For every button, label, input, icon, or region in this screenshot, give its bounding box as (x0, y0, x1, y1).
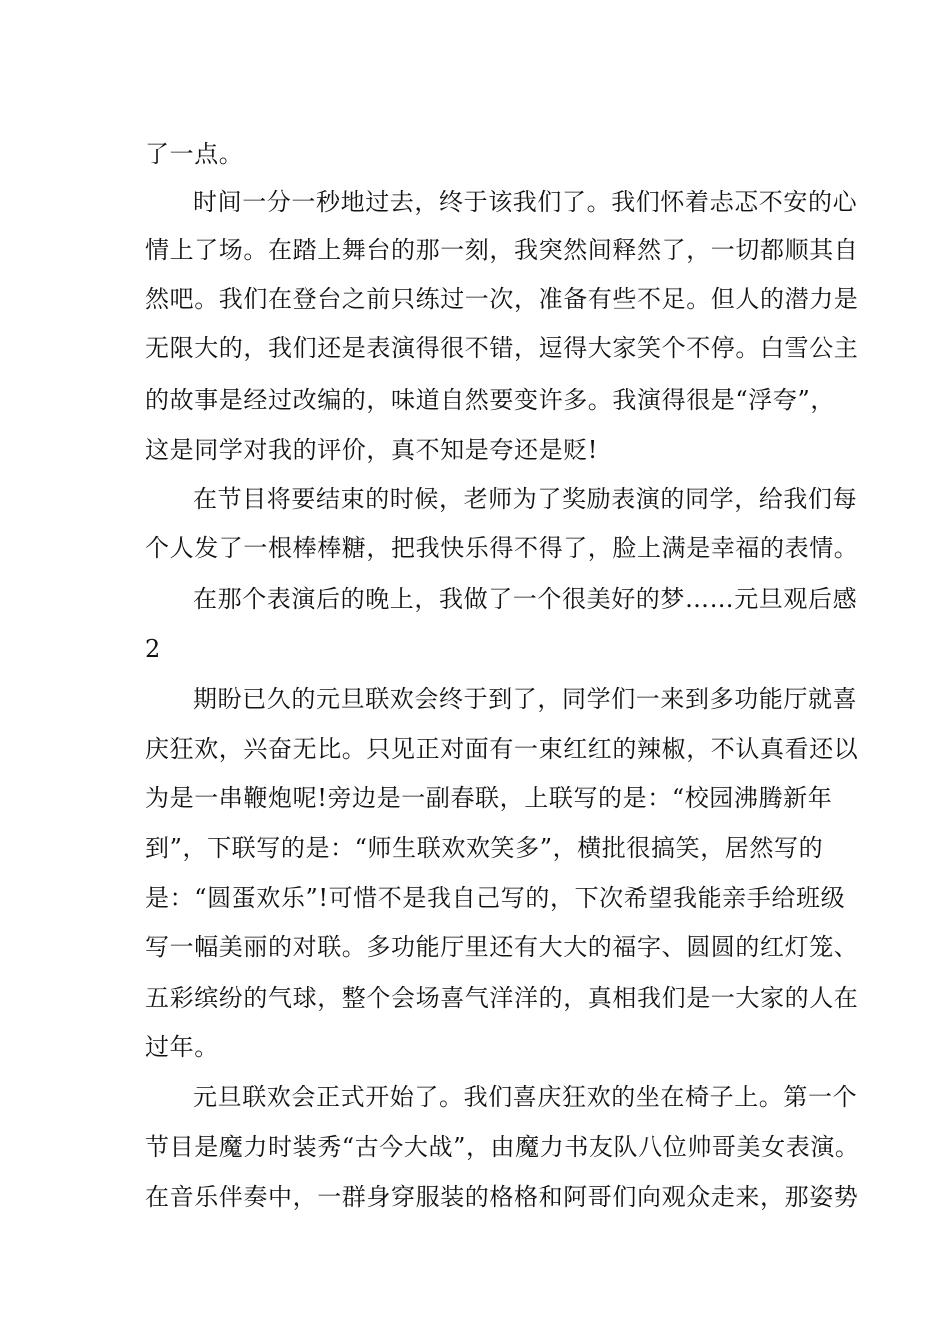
text-line: 到”，下联写的是：“师生联欢欢笑多”，横批很搞笑，居然写的 (145, 834, 824, 862)
text-line: 无限大的，我们还是表演得很不错，逗得大家笑个不停。白雪公主 (145, 334, 859, 362)
text-line: 为是一串鞭炮呢!旁边是一副春联，上联写的是：“校园沸腾新年 (145, 784, 833, 812)
text-line: 是：“圆蛋欢乐”!可惜不是我自己写的，下次希望我能亲手给班级 (145, 884, 846, 912)
text-line: 2 (145, 635, 161, 663)
text-line: 了一点。 (145, 140, 244, 168)
text-line: 这是同学对我的评价，真不知是夸还是贬! (145, 436, 599, 464)
text-line: 在那个表演后的晚上，我做了一个很美好的梦……元旦观后感 (193, 585, 858, 613)
text-line: 期盼已久的元旦联欢会终于到了，同学们一来到多功能厅就喜 (193, 685, 858, 713)
text-line: 情上了场。在踏上舞台的那一刻，我突然间释然了，一切都顺其自 (145, 236, 859, 264)
text-line: 在节目将要结束的时候，老师为了奖励表演的同学，给我们每 (193, 485, 858, 513)
text-line: 的故事是经过改编的，味道自然要变许多。我演得很是“浮夸”， (145, 386, 835, 414)
text-line: 在音乐伴奏中，一群身穿服装的格格和阿哥们向观众走来，那姿势 (145, 1183, 859, 1211)
text-line: 然吧。我们在登台之前只练过一次，准备有些不足。但人的潜力是 (145, 285, 859, 313)
text-line: 时间一分一秒地过去，终于该我们了。我们怀着忐忑不安的心 (193, 188, 858, 216)
text-line: 写一幅美丽的对联。多功能厅里还有大大的福字、圆圆的红灯笼、 (145, 933, 859, 961)
text-line: 庆狂欢，兴奋无比。只见正对面有一束红红的辣椒，不认真看还以 (145, 735, 859, 763)
text-line: 五彩缤纷的气球，整个会场喜气洋洋的，真相我们是一大家的人在 (145, 984, 859, 1012)
text-line: 元旦联欢会正式开始了。我们喜庆狂欢的坐在椅子上。第一个 (193, 1083, 858, 1111)
text-line: 节目是魔力时装秀“古今大战”，由魔力书友队八位帅哥美女表演。 (145, 1133, 860, 1161)
text-line: 个人发了一根棒棒糖，把我快乐得不得了，脸上满是幸福的表情。 (145, 534, 859, 562)
text-line: 过年。 (145, 1033, 219, 1061)
